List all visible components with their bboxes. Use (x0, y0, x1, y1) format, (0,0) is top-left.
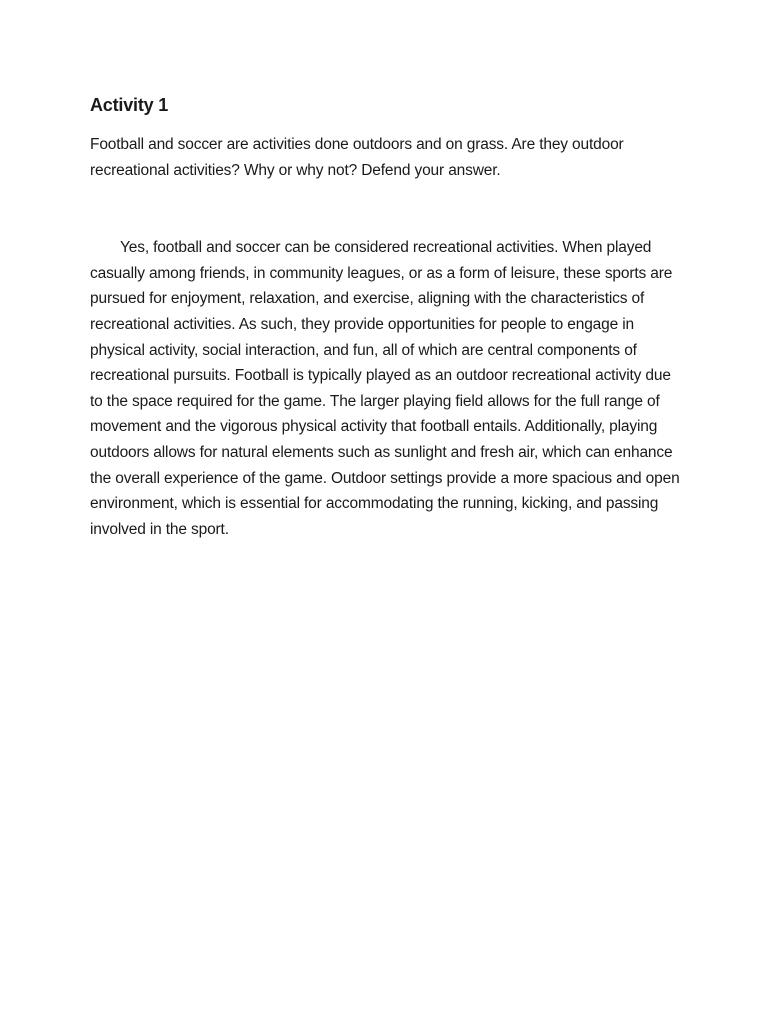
question-paragraph: Football and soccer are activities done outdoors and on grass. Are they outdoor recreational activities? Why or why not? Defend your answer. (90, 136, 624, 179)
document-body (90, 92, 682, 542)
activity-heading: Activity 1 (90, 95, 169, 115)
answer-paragraph: Yes, football and soccer can be considered recreational activities. When played casually among friends, in community leagues, or as a form of leisure, these sports are pursued for enjoyment, relaxation, and exercise, aligning with the characteristics of recreational activities. As such, they provide opportunities for people to engage in physical activity, social interaction, and fun, all of which are central components of recreational pursuits. Football is typically played as an outdoor recreational activity due to the space required for the game. The larger playing field allows for the full range of movement and the vigorous physical activity that football entails. Additionally, playing outdoors allows for natural elements such as sunlight and fresh air, which can enhance the overall experience of the game. Outdoor settings provide a more spacious and open environment, which is essential for accommodating the running, kicking, and passing involved in the sport. (90, 239, 680, 538)
